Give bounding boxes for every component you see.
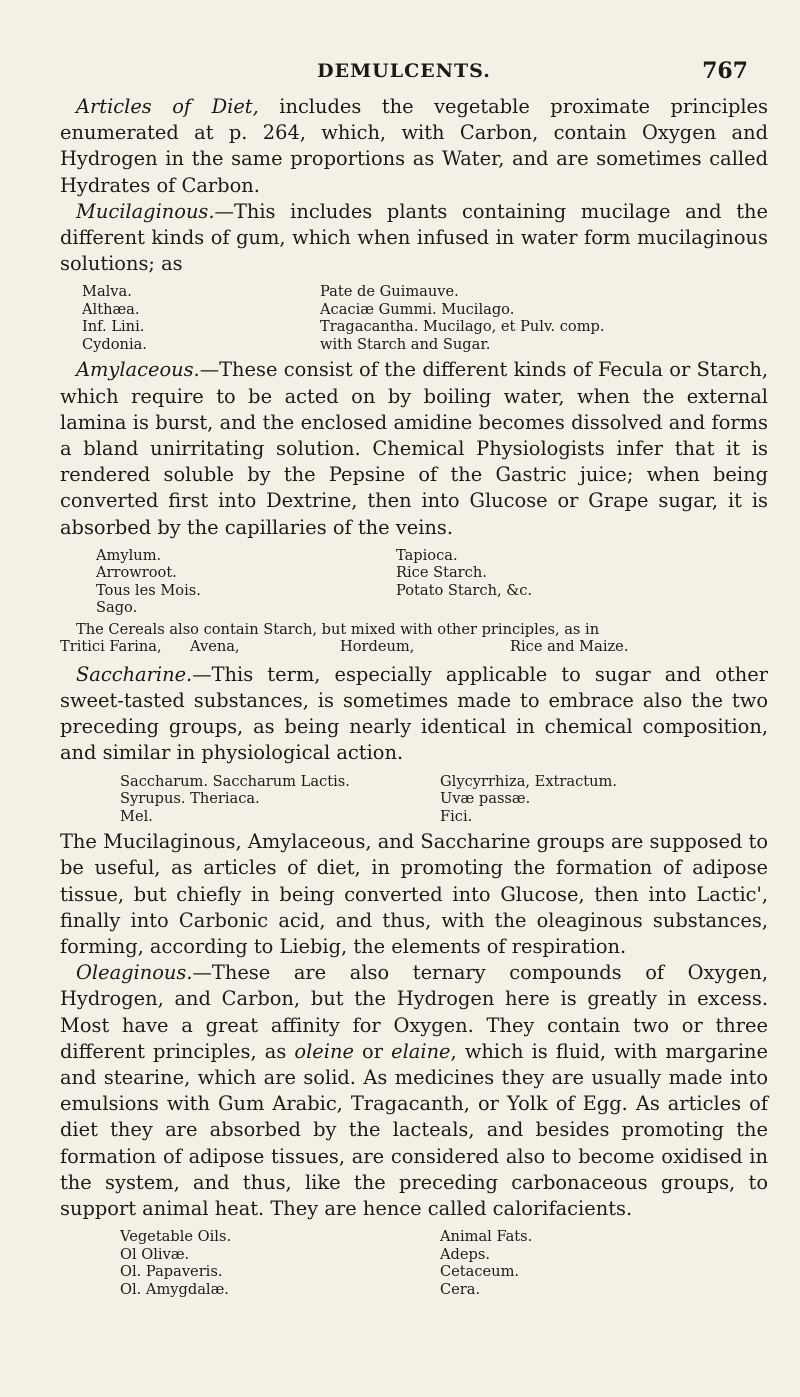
cereals-note (60, 621, 768, 656)
list-item: Syrupus. Theriaca. (120, 790, 260, 808)
mucilaginous-list (82, 283, 768, 353)
list-item: Ol. Amygdalæ. (120, 1280, 229, 1298)
list-item: Rice Starch. (396, 564, 487, 582)
articles-of-diet-paragraph (60, 94, 768, 199)
list-item: Fici. (440, 807, 473, 825)
oleaginous-text-1: —These are also ternary compounds of Oxygen, Hydrogen, and Carbon, but the Hydrogen here is greatly in excess. Most have a great affinity for Oxygen. They contain two or three different principles, as (60, 961, 768, 1063)
list-item: Cera. (440, 1280, 481, 1298)
list-item: Animal Fats. (440, 1228, 533, 1246)
term-articles-of-diet: Articles of Diet, (76, 95, 259, 118)
list-item: Glycyrrhiza, Extractum. (440, 772, 618, 790)
list-item: Tragacantha. Mucilago, et Pulv. comp. (320, 318, 605, 336)
list-item: Cetaceum. (440, 1263, 520, 1281)
list-item: Ol. Papaveris. (120, 1263, 223, 1281)
oleaginous-paragraph (60, 960, 768, 1222)
list-item: Adeps. (440, 1245, 490, 1263)
term-oleine: oleine (294, 1039, 354, 1063)
saccharine-list (120, 773, 768, 826)
list-item (396, 599, 768, 617)
list-item: Tapioca. (396, 546, 458, 564)
list-item: Rice and Maize. (510, 638, 629, 656)
list-item: Althæa. (82, 300, 140, 318)
term-saccharine: Saccharine. (76, 662, 193, 686)
list-item: Arrowroot. (96, 564, 177, 582)
term-amylaceous: Amylaceous. (76, 358, 200, 382)
term-elaine: elaine (391, 1039, 451, 1063)
running-title: DEMULCENTS. (317, 60, 491, 82)
list-item: Ol Olivæ. (120, 1245, 190, 1263)
groups-paragraph: The Mucilaginous, Amylaceous, and Saccharine groups are supposed to be useful, as articles of diet, in promoting the formation of adipose tissue, but chiefly in being converted into Glucose, then into Lactic', finally into Carbonic acid, and thus, with the oleaginous substances, forming, according to Liebig, the elements of respiration. (60, 830, 768, 958)
list-item: Mel. (120, 807, 153, 825)
list-item: Tritici Farina, (60, 638, 162, 656)
list-item: Uvæ passæ. (440, 790, 531, 808)
page-body (60, 94, 768, 1302)
mucilaginous-paragraph (60, 199, 768, 278)
saccharine-paragraph (60, 662, 768, 767)
list-item: Acaciæ Gummi. Mucilago. (320, 300, 515, 318)
cereals-list (60, 638, 768, 656)
list-item: Saccharum. Saccharum Lactis. (120, 772, 350, 790)
page-number: 767 (702, 58, 748, 84)
oleaginous-text-2: or (353, 1039, 392, 1063)
list-item: Avena, (190, 638, 240, 656)
list-item: Hordeum, (340, 638, 415, 656)
term-mucilaginous: Mucilaginous. (76, 199, 215, 223)
amylaceous-list (96, 547, 768, 617)
list-item: with Starch and Sugar. (320, 335, 491, 353)
list-item: Tous les Mois. (96, 581, 201, 599)
term-oleaginous: Oleaginous. (76, 961, 193, 985)
page-header (60, 60, 748, 90)
list-item: Vegetable Oils. (120, 1228, 232, 1246)
cereals-note-text: The Cereals also contain Starch, but mixed with other principles, as in (76, 620, 600, 638)
list-item: Potato Starch, &c. (396, 581, 533, 599)
oleaginous-list (120, 1228, 768, 1298)
list-item: Sago. (96, 599, 138, 617)
list-item: Pate de Guimauve. (320, 283, 459, 301)
list-item: Inf. Lini. (82, 318, 145, 336)
saccharine-text: —This term, especially applicable to sugar and other sweet-tasted substances, is sometimes made to embrace also the two preceding groups, as being nearly identical in chemical composition, and similar in physiological action. (60, 662, 768, 765)
amylaceous-text: —These consist of the different kinds of Fecula or Starch, which require to be acted on by boiling water, when the external lamina is burst, and the enclosed amidine becomes dissolved and forms a bland unirritating solution. Chemical Physiologists infer that it is rendered soluble by the Pepsine of the Gastric juice; when being converted first into Dextrine, then into Glucose or Grape sugar, it is absorbed by the capillaries of the veins. (60, 358, 768, 539)
articles-of-diet-text: includes the vegetable proximate principles enumerated at p. 264, which, with Carbon, contain Oxygen and Hydrogen in the same proportions as Water, and are sometimes called Hydrates of Carbon. (60, 95, 768, 197)
list-item: Malva. (82, 283, 132, 301)
mucilaginous-text: —This includes plants containing mucilage and the different kinds of gum, which when infused in water form mucilaginous solutions; as (60, 199, 768, 276)
list-item: Cydonia. (82, 335, 147, 353)
list-item: Amylum. (96, 546, 162, 564)
amylaceous-paragraph (60, 357, 768, 540)
oleaginous-text-3: , which is fluid, with margarine and stearine, which are solid. As medicines they are usually made into emulsions with Gum Arabic, Tragacanth, or Yolk of Egg. As articles of diet they are absorbed by the lacteals, and besides promoting the formation of adipose tissues, are considered also to become oxidised in the system, and thus, like the preceding carbonaceous groups, to support animal heat. They are hence called calorifacients. (60, 1039, 768, 1220)
